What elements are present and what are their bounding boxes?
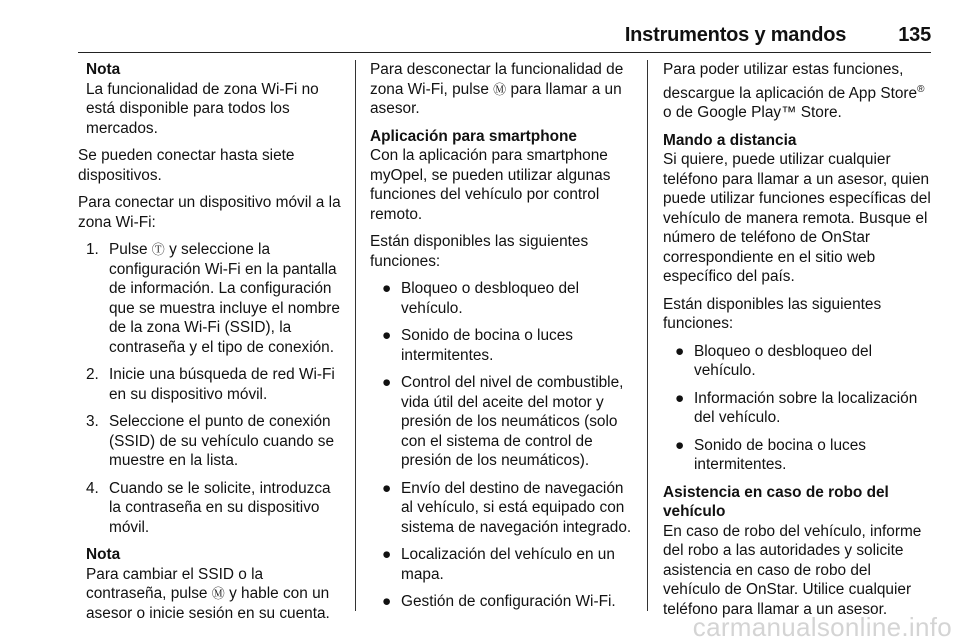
registered-mark: ® bbox=[917, 83, 925, 95]
bullet-icon: ● bbox=[382, 546, 392, 563]
column-divider-2 bbox=[647, 60, 648, 611]
page-number: 135 bbox=[898, 24, 931, 46]
list-item bbox=[370, 479, 636, 538]
paragraph-text: Para poder utilizar estas funciones, descargue la aplicación de App Store bbox=[663, 61, 918, 102]
list-item bbox=[663, 389, 931, 428]
paragraph-text: Con la aplicación para smartphone myOpel, se pueden utilizar algunas funciones del vehículo por control remoto. bbox=[370, 147, 611, 223]
column-3 bbox=[663, 60, 931, 627]
list-item-text: Localización del vehículo en un mapa. bbox=[401, 546, 615, 583]
paragraph-text: En caso de robo del vehículo, informe del robo a las autoridades y solicite asistencia en caso de robo del vehículo de OnStar. Utilice cualquier teléfono para llamar a un asesor. bbox=[663, 522, 922, 618]
bullet-icon: ● bbox=[382, 374, 392, 391]
paragraph-text: para llamar a un asesor. bbox=[370, 80, 622, 117]
bullet-icon: ● bbox=[382, 479, 392, 497]
section-heading: Asistencia en caso de robo del vehículo bbox=[663, 483, 889, 521]
step-text: Seleccione el punto de conexión (SSID) de su vehículo cuando se muestre en la lista. bbox=[109, 413, 334, 469]
note-text: y hable con un asesor o inicie sesión en su cuenta. bbox=[86, 585, 330, 622]
list-item-text: Control del nivel de combustible, vida útil del aceite del motor y presión de los neumáticos (solo con el sistema de control de presión de los neumáticos). bbox=[401, 374, 624, 469]
step-text: Cuando se le solicite, introduzca la contraseña en su dispositivo móvil. bbox=[109, 479, 331, 536]
bullet-icon: ● bbox=[382, 327, 392, 344]
onstar-symbol-icon: Ⓜ bbox=[211, 586, 225, 601]
bullet-icon: ● bbox=[382, 280, 392, 297]
bullet-icon: ● bbox=[382, 593, 392, 610]
column-divider-1 bbox=[355, 60, 356, 611]
list-item-text: Bloqueo o desbloqueo del vehículo. bbox=[694, 342, 872, 380]
paragraph: Están disponibles las siguientes funciones: bbox=[663, 295, 882, 333]
header-divider bbox=[78, 52, 931, 53]
list-item bbox=[663, 342, 931, 381]
paragraph: Están disponibles las siguientes funciones: bbox=[370, 233, 589, 270]
note-change-ssid bbox=[86, 545, 346, 623]
note-title: Nota bbox=[86, 546, 121, 563]
settings-symbol-icon: Ⓣ bbox=[151, 242, 165, 257]
note-text: Para cambiar el SSID o la contraseña, pulse bbox=[86, 565, 264, 602]
paragraph bbox=[663, 60, 931, 123]
step-number: 4. bbox=[86, 479, 99, 497]
section-heading: Aplicación para smartphone bbox=[370, 127, 577, 145]
list-item bbox=[370, 279, 636, 318]
bullet-icon: ● bbox=[675, 389, 685, 407]
list-item-text: Envío del destino de navegación al vehículo, si está equipado con sistema de navegación integrado. bbox=[401, 479, 632, 536]
page-title: Instrumentos y mandos bbox=[624, 24, 847, 46]
note-text: La funcionalidad de zona Wi-Fi no está disponible para todos los mercados. bbox=[86, 80, 319, 137]
list-item bbox=[78, 365, 346, 404]
column-1 bbox=[78, 60, 346, 631]
list-item bbox=[78, 412, 346, 471]
list-item bbox=[78, 240, 346, 357]
page-header bbox=[0, 24, 931, 47]
section-theft-assistance bbox=[663, 483, 931, 620]
list-item-text: Bloqueo o desbloqueo del vehículo. bbox=[401, 280, 579, 317]
list-item bbox=[370, 326, 636, 365]
list-item bbox=[370, 545, 636, 584]
note-title: Nota bbox=[86, 61, 121, 78]
step-text: Pulse bbox=[109, 241, 152, 258]
list-item-text: Información sobre la localización del vehículo. bbox=[694, 389, 918, 427]
onstar-symbol-icon: Ⓜ bbox=[493, 81, 507, 97]
bullet-icon: ● bbox=[675, 436, 685, 454]
section-smartphone-app bbox=[370, 127, 636, 225]
note-wifi-availability bbox=[86, 60, 346, 138]
paragraph bbox=[370, 60, 636, 119]
paragraph: Para conectar un dispositivo móvil a la zona Wi-Fi: bbox=[78, 194, 341, 231]
list-item bbox=[78, 479, 346, 538]
bullet-icon: ● bbox=[675, 342, 685, 360]
list-item-text: Sonido de bocina o luces intermitentes. bbox=[694, 436, 866, 474]
section-heading: Mando a distancia bbox=[663, 131, 797, 149]
step-number: 1. bbox=[86, 241, 99, 258]
steps-list bbox=[78, 240, 346, 537]
watermark-text: carmanualsonline.info bbox=[692, 612, 952, 642]
paragraph-text: o de Google Play™ Store. bbox=[663, 104, 842, 122]
step-text: y seleccione la configuración Wi-Fi en la pantalla de información. La configuración que se muestra incluye el nombre de la zona Wi-Fi (SSID), la contraseña y el tipo de conexión. bbox=[109, 241, 340, 356]
section-remote-control bbox=[663, 131, 931, 287]
step-number: 3. bbox=[86, 413, 99, 430]
functions-list bbox=[370, 279, 636, 612]
paragraph-text: Si quiere, puede utilizar cualquier teléfono para llamar a un asesor, quien puede utilizar funciones específicas del vehículo de manera remota. Busque el número de teléfono de OnStar correspondiente en el sitio web específico del país. bbox=[663, 151, 931, 286]
list-item-text: Gestión de configuración Wi-Fi. bbox=[401, 593, 616, 610]
list-item bbox=[370, 373, 636, 471]
step-number: 2. bbox=[86, 366, 99, 383]
list-item bbox=[370, 592, 636, 612]
list-item bbox=[663, 436, 931, 475]
paragraph-text: Para desconectar la funcionalidad de zona Wi-Fi, pulse bbox=[370, 61, 624, 98]
step-text: Inicie una búsqueda de red Wi-Fi en su dispositivo móvil. bbox=[109, 366, 335, 403]
list-item-text: Sonido de bocina o luces intermitentes. bbox=[401, 327, 573, 364]
functions-list bbox=[663, 342, 931, 475]
paragraph: Se pueden conectar hasta siete dispositivos. bbox=[78, 147, 295, 184]
column-2 bbox=[370, 60, 636, 620]
